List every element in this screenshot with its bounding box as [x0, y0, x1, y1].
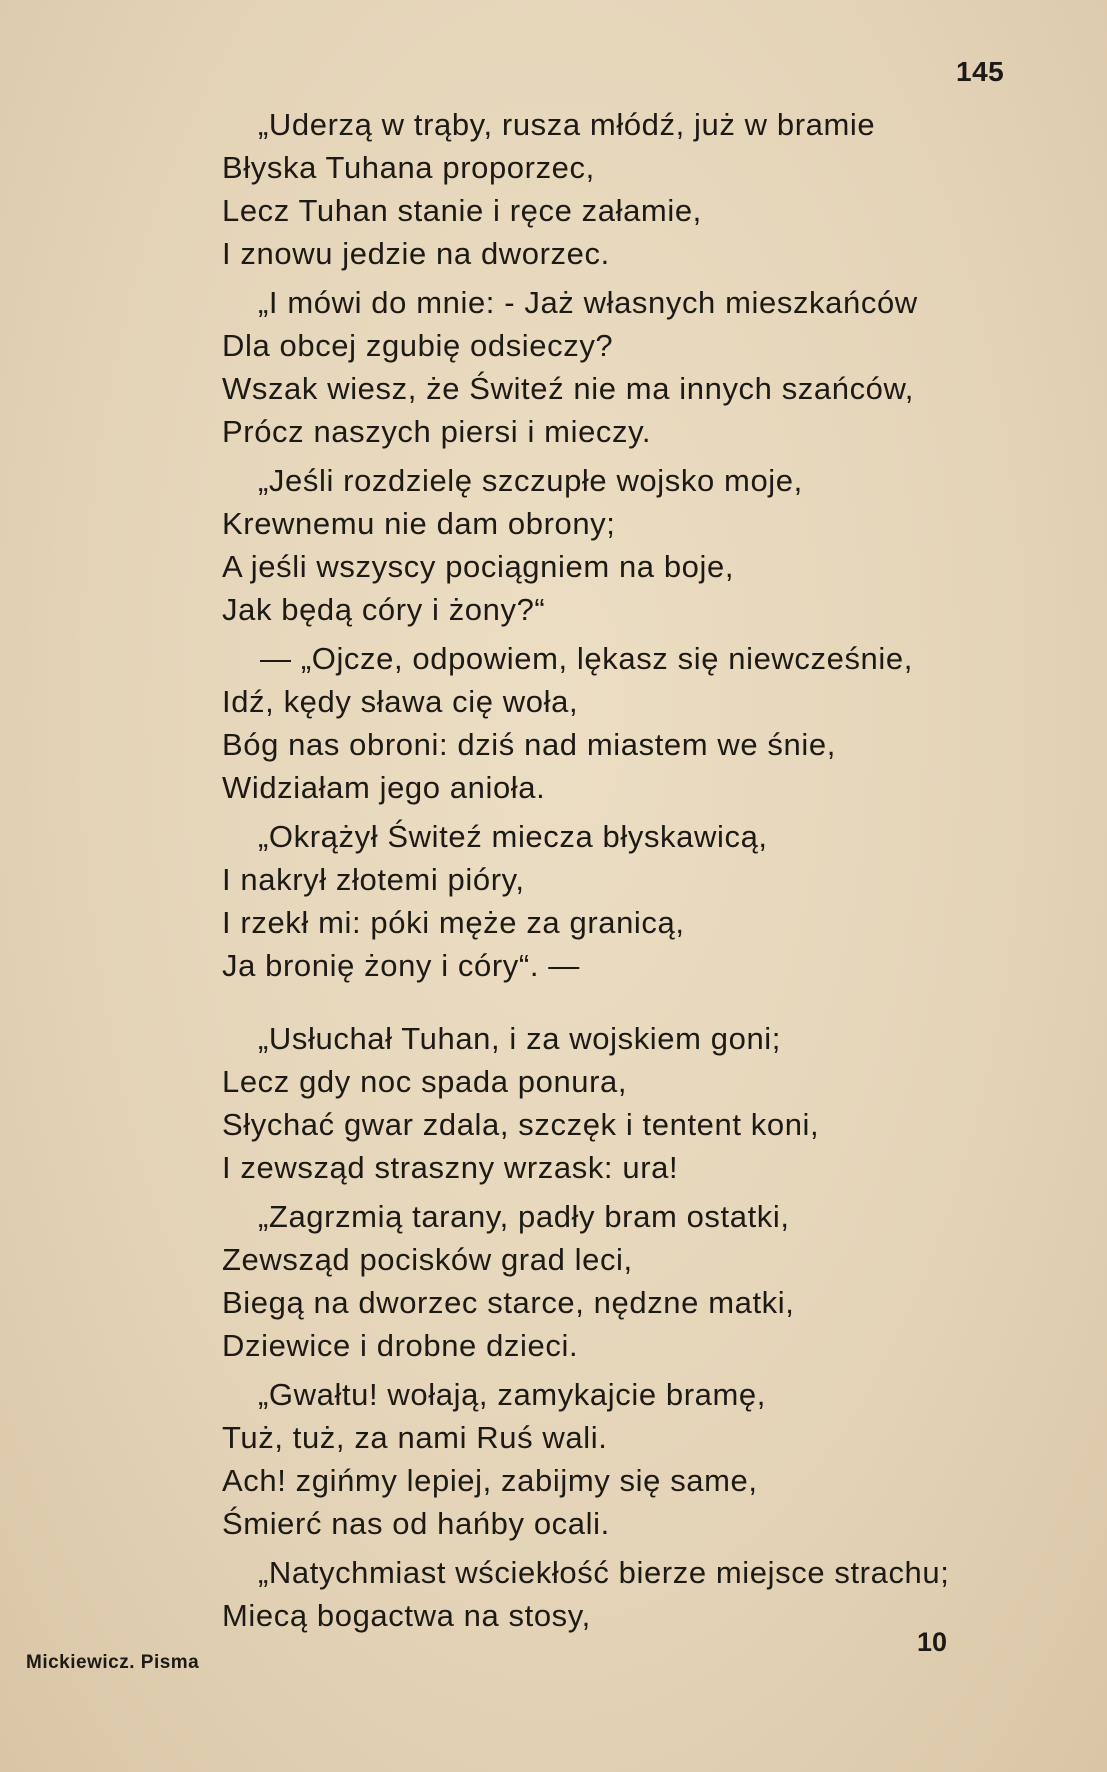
poem-line: Słychać gwar zdala, szczęk i tentent koni, — [222, 1107, 820, 1142]
stanza — [222, 1373, 1042, 1545]
poem-line: Widziałam jego anioła. — [222, 770, 546, 805]
poem-line: Śmierć nas od hańby ocali. — [222, 1506, 610, 1541]
poem-line: „Gwałtu! wołają, zamykajcie bramę, — [258, 1377, 766, 1412]
poem-line: I rzekł mi: póki męże za granicą, — [222, 905, 685, 940]
poem-line: A jeśli wszyscy pociągniem na boje, — [222, 549, 735, 584]
poem-line: I nakrył złotemi pióry, — [222, 862, 525, 897]
poem-line: I zewsząd straszny wrzask: ura! — [222, 1150, 679, 1185]
poem-line: Idź, kędy sława cię woła, — [222, 684, 579, 719]
footer-signature: Mickiewicz. Pisma — [26, 1652, 200, 1673]
poem-text — [222, 103, 1042, 1637]
stanza — [222, 281, 1042, 453]
poem-line: I znowu jedzie na dworzec. — [222, 236, 610, 271]
poem-line: Prócz naszych piersi i mieczy. — [222, 414, 652, 449]
stanza — [222, 815, 1042, 987]
stanza — [222, 637, 1042, 809]
stanza — [222, 459, 1042, 631]
poem-line: „Jeśli rozdzielę szczupłe wojsko moje, — [258, 463, 803, 498]
stanza — [222, 1195, 1042, 1367]
stanza — [222, 1017, 1042, 1189]
poem-line: Błyska Tuhana proporzec, — [222, 150, 595, 185]
poem-line: Bóg nas obroni: dziś nad miastem we śnie, — [222, 727, 836, 762]
poem-line: Lecz gdy noc spada ponura, — [222, 1064, 628, 1099]
poem-line: „Natychmiast wściekłość bierze miejsce strachu; — [258, 1555, 950, 1590]
poem-line: Dla obcej zgubię odsieczy? — [222, 328, 614, 363]
poem-line: Lecz Tuhan stanie i ręce załamie, — [222, 193, 702, 228]
poem-line: Ach! zgińmy lepiej, zabijmy się same, — [222, 1463, 758, 1498]
sheet-number: 10 — [917, 1627, 948, 1657]
poem-line: Dziewice i drobne dzieci. — [222, 1328, 579, 1363]
poem-line: Tuż, tuż, za nami Ruś wali. — [222, 1420, 608, 1455]
poem-line: „Okrążył Świteź miecza błyskawicą, — [258, 819, 768, 854]
poem-line: „I mówi do mnie: - Jaż własnych mieszkańców — [258, 285, 918, 320]
poem-line: „Zagrzmią tarany, padły bram ostatki, — [258, 1199, 790, 1234]
stanza — [222, 103, 1042, 275]
poem-line: — „Ojcze, odpowiem, lękasz się niewcześnie, — [260, 641, 913, 676]
stanza — [222, 1551, 1042, 1637]
poem-line: Jak będą córy i żony?“ — [222, 592, 546, 627]
poem-line: Zewsząd pocisków grad leci, — [222, 1242, 633, 1277]
poem-line: „Uderzą w trąby, rusza młódź, już w bramie — [258, 107, 876, 142]
poem-line: Krewnemu nie dam obrony; — [222, 506, 616, 541]
poem-line: Wszak wiesz, że Świteź nie ma innych szańców, — [222, 371, 915, 406]
poem-line: „Usłuchał Tuhan, i za wojskiem goni; — [258, 1021, 781, 1056]
poem-line: Biegą na dworzec starce, nędzne matki, — [222, 1285, 795, 1320]
page-number: 145 — [956, 56, 1005, 87]
poem-line: Miecą bogactwa na stosy, — [222, 1598, 591, 1633]
poem-line: Ja bronię żony i córy“. — — [222, 948, 580, 983]
